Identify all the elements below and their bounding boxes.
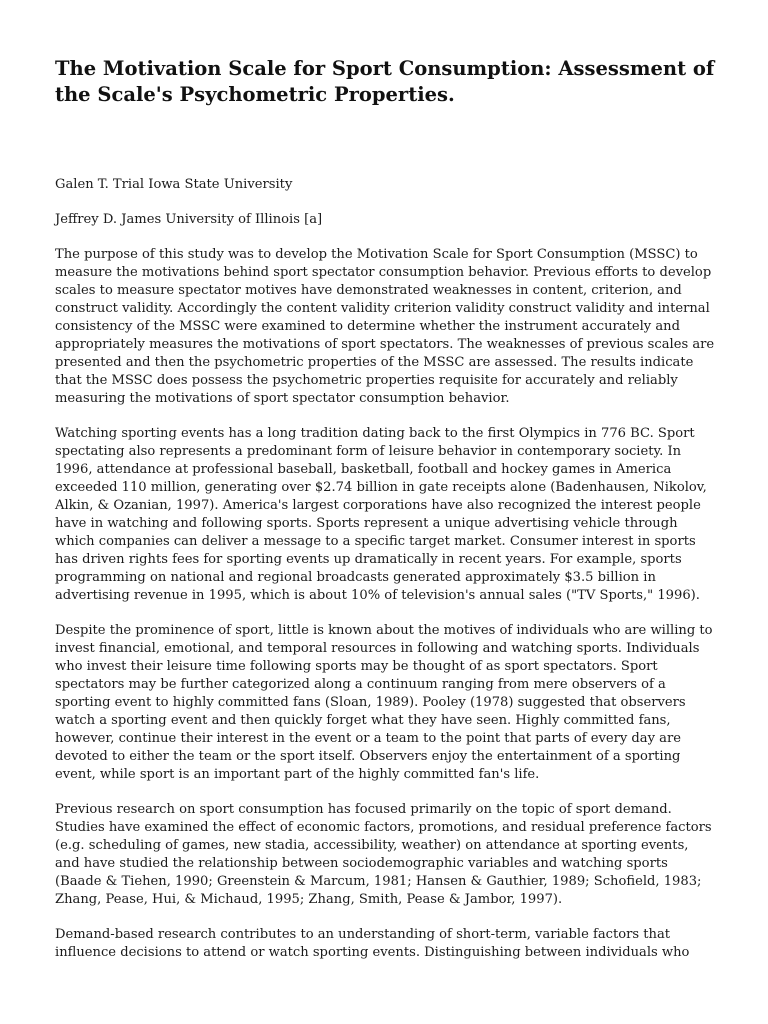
- body-paragraph: Watching sporting events has a long tradition dating back to the first Olympics in 776 BC. Sport spectating also represents a predominant form of leisure behavior in contemporary society. In 1996, attendance at professional baseball, basketball, football and hockey games in America exceeded 110 million, generating over $2.74 billion in gate receipts alone (Badenhausen, Nikolov, Alkin, & Ozanian, 1997). America's largest corporations have also recognized the interest people have in watching and following sports. Sports represent a unique advertising vehicle through which companies can deliver a message to a specific target market. Consumer interest in sports has driven rights fees for sporting events up dramatically in recent years. For example, sports programming on national and regional broadcasts generated approximately $3.5 billion in advertising revenue in 1995, which is about 10% of television's annual sales ("TV Sports," 1996).: [55, 426, 707, 603]
- body-paragraph: Previous research on sport consumption has focused primarily on the topic of sport demand. Studies have examined the effect of economic factors, promotions, and residual preference factors (e.g. scheduling of games, new stadia, accessibility, weather) on attendance at sporting events, and have studied the relationship between sociodemographic variables and watching sports (Baade & Tiehen, 1990; Greenstein & Marcum, 1981; Hansen & Gauthier, 1989; Schofield, 1983; Zhang, Pease, Hui, & Michaud, 1995; Zhang, Smith, Pease & Jambor, 1997).: [55, 802, 712, 907]
- document-page: [55, 56, 715, 979]
- body-paragraph: Despite the prominence of sport, little is known about the motives of individuals who are willing to invest financial, emotional, and temporal resources in following and watching sports. Individuals who invest their leisure time following sports may be thought of as sport spectators. Sport spectators may be further categorized along a continuum ranging from mere observers of a sporting event to highly committed fans (Sloan, 1989). Pooley (1978) suggested that observers watch a sporting event and then quickly forget what they have seen. Highly committed fans, however, continue their interest in the event or a team to the point that parts of every day are devoted to either the team or the sport itself. Observers enjoy the entertainment of a sporting event, while sport is an important part of the highly committed fan's life.: [55, 623, 713, 782]
- author-block: [55, 176, 715, 229]
- abstract-paragraph: The purpose of this study was to develop the Motivation Scale for Sport Consumption (MSSC) to measure the motivations behind sport spectator consumption behavior. Previous efforts to develop scales to measure spectator motives have demonstrated weaknesses in content, criterion, and construct validity. Accordingly the content validity criterion validity construct validity and internal consistency of the MSSC were examined to determine whether the instrument accurately and appropriately measures the motivations of sport spectators. The weaknesses of previous scales are presented and then the psychometric properties of the MSSC are assessed. The results indicate that the MSSC does possess the psychometric properties requisite for accurately and reliably measuring the motivations of sport spectator consumption behavior.: [55, 247, 715, 406]
- author-line: Jeffrey D. James University of Illinois [a]: [55, 212, 323, 227]
- author-line: Galen T. Trial Iowa State University: [55, 177, 293, 192]
- document-body: [55, 246, 715, 962]
- document-title: The Motivation Scale for Sport Consumption: Assessment of the Scale's Psychometric Properties.: [55, 57, 715, 106]
- body-paragraph: Demand-based research contributes to an understanding of short-term, variable factors that influence decisions to attend or watch sporting events. Distinguishing between individuals who: [55, 927, 690, 960]
